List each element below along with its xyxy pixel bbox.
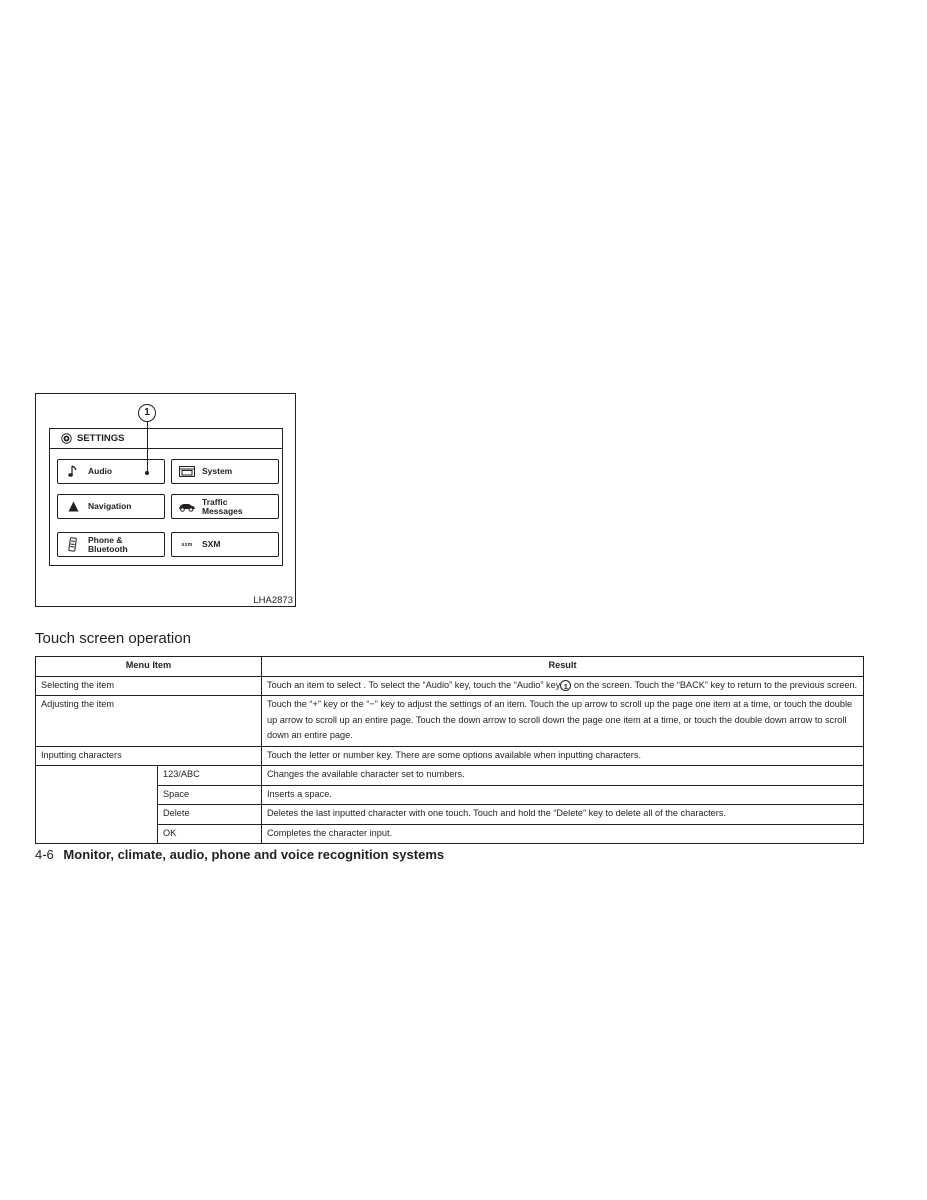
section-title: Touch screen operation [35,630,191,647]
screen-title: SETTINGS [77,433,125,444]
sxm-logo-icon: sxm [181,541,193,548]
result-text-post: on the screen. Touch the “BACK” key to return to the previous screen. [571,679,858,690]
empty-group-cell [36,766,158,844]
system-button[interactable] [171,459,279,484]
table-row [36,746,864,766]
result-cell: Touch the “+” key or the “−” key to adjust the settings of an item. Touch the up arrow to scroll up the page one item at a time, or touch the double up arrow to scroll up an entire page. Touch the down arrow to scroll down the page one item at a time, or touch the double down arrow to scroll down an entire page. [262,696,864,747]
navigation-arrow-icon [68,501,79,512]
result-text-pre: Touch an item to select . To select the “Audio” key, touch the “Audio” key [267,679,561,690]
sub-item-cell: 123/ABC [158,766,262,786]
result-cell: Inserts a space. [262,785,864,805]
navigation-button-label: Navigation [88,501,132,511]
sub-item-cell: Space [158,785,262,805]
sxm-button[interactable] [171,532,279,557]
callout-reference-marker: 1 [560,680,571,691]
settings-screen [49,428,283,566]
music-note-icon [68,465,78,478]
header-menu-item: Menu Item [36,657,262,677]
result-cell: Deletes the last inputted character with one touch. Touch and hold the “Delete” key to delete all of the characters. [262,805,864,825]
sub-item-cell: Delete [158,805,262,825]
table-row [36,824,864,844]
operations-table [35,656,864,844]
sub-item-cell: OK [158,824,262,844]
traffic-icon [178,502,196,512]
menu-item-cell: Selecting the item [36,676,262,696]
traffic-label-line2: Messages [202,505,243,516]
gear-icon [61,433,72,444]
phone-icon [68,537,78,553]
result-cell: Completes the character input. [262,824,864,844]
menu-item-cell: Inputting characters [36,746,262,766]
navigation-button[interactable] [57,494,165,519]
page-number: 4-6 [35,847,54,862]
table-row [36,805,864,825]
table-row [36,676,864,696]
phone-bluetooth-label [88,536,128,554]
audio-button[interactable] [57,459,165,484]
traffic-label-line1: Traffic [202,496,228,507]
page-footer [35,847,444,862]
table-row [36,785,864,805]
screen-header [50,429,282,449]
menu-item-cell: Adjusting the item [36,696,262,747]
figure-code: LHA2873 [253,595,293,606]
table-row [36,766,864,786]
system-icon [179,466,195,477]
traffic-messages-button[interactable] [171,494,279,519]
sxm-button-label: SXM [202,539,221,549]
phone-label-line2: Bluetooth [88,543,128,554]
result-cell [262,676,864,696]
table-header-row [36,657,864,677]
callout-marker: 1 [138,404,156,422]
system-button-label: System [202,466,233,476]
phone-label-line1: Phone & [88,534,123,545]
phone-bluetooth-button[interactable] [57,532,165,557]
table-row [36,696,864,747]
audio-button-label: Audio [88,466,113,476]
result-cell: Touch the letter or number key. There are some options available when inputting characters. [262,746,864,766]
traffic-messages-label [202,498,243,516]
header-result: Result [262,657,864,677]
chapter-title: Monitor, climate, audio, phone and voice recognition systems [63,847,445,862]
result-cell: Changes the available character set to numbers. [262,766,864,786]
settings-figure [35,393,296,607]
